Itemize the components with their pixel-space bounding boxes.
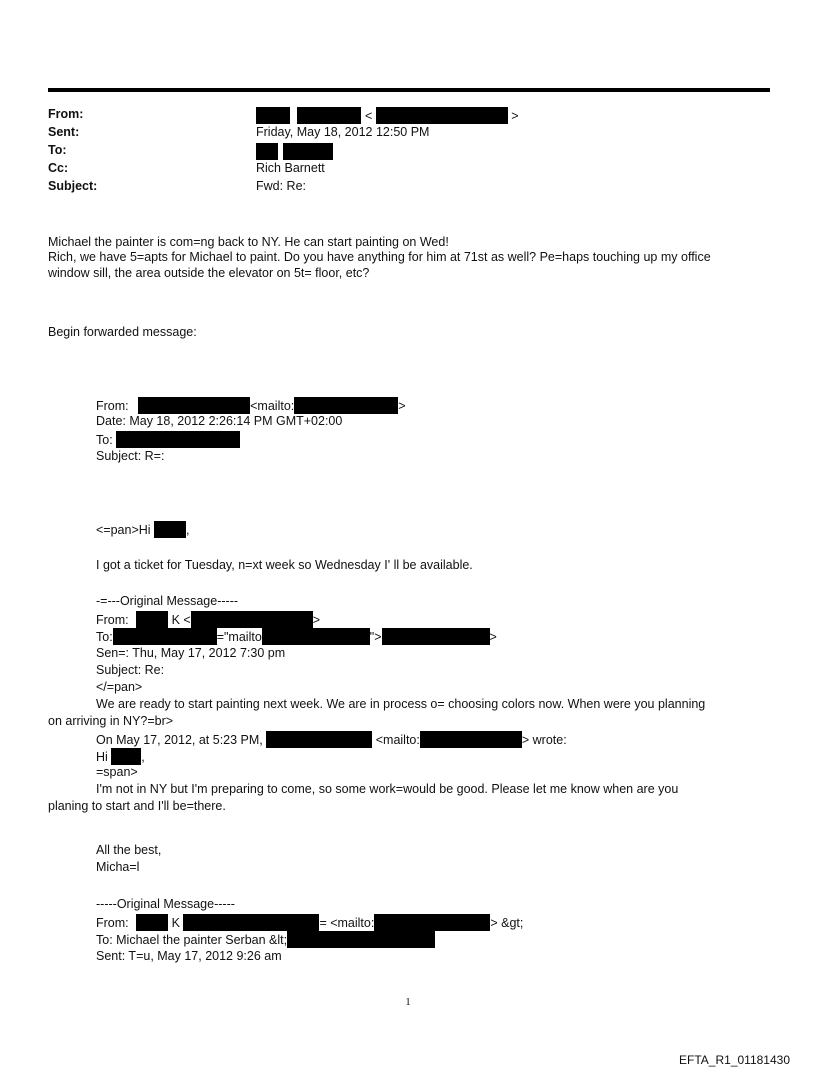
page-number: 1 xyxy=(405,996,411,1008)
original-message-2 xyxy=(48,897,816,966)
orig-subject-line: Subject: Re: xyxy=(96,662,165,677)
redaction-box xyxy=(116,431,240,448)
fwd-from-label: From: xyxy=(96,399,129,413)
orig-to-label: To: xyxy=(96,630,113,645)
orig-to-mailto: ="mailto xyxy=(216,630,262,645)
email-header xyxy=(48,107,770,197)
redaction-box xyxy=(287,931,435,948)
on-date-mailto: <mailto: xyxy=(375,732,420,747)
greeting-prefix: <=pan>Hi xyxy=(96,523,151,537)
hi2-prefix: Hi xyxy=(96,749,108,764)
redaction-box xyxy=(283,143,333,160)
redaction-box xyxy=(297,107,361,124)
redaction-box xyxy=(262,628,370,645)
orig-from-close: > xyxy=(312,613,321,627)
sent-label: Sent: xyxy=(48,125,80,139)
redaction-box xyxy=(382,628,490,645)
orig-from-label: From: xyxy=(96,613,129,627)
fwd-from-close: > xyxy=(398,399,406,413)
orig2-to-line xyxy=(96,931,816,948)
fwd-to-label: To: xyxy=(96,433,113,448)
ready-line-wrap: on arriving in NY?=br> xyxy=(48,713,174,728)
orig2-from-gt: > &gt; xyxy=(490,916,524,930)
not-in-ny-line: I'm not in NY but I'm preparing to come, so some work=would be good. Please let me know when are you xyxy=(96,782,679,796)
cc-row xyxy=(48,161,770,179)
subject-value: Fwd: Re: xyxy=(256,179,307,193)
original-message-1 xyxy=(48,594,770,816)
hi2-suffix: , xyxy=(141,749,145,764)
forwarded-header xyxy=(48,397,816,466)
ready-line: We are ready to start painting next week. We are in process o= choosing colors now. When were you planning xyxy=(96,696,706,711)
redaction-box xyxy=(136,611,168,628)
sent-row xyxy=(48,125,770,143)
redaction-box xyxy=(113,628,217,645)
from-row xyxy=(48,107,770,125)
orig-to-mid: "> xyxy=(369,630,382,645)
redaction-box xyxy=(266,731,372,748)
ticket-line: I got a ticket for Tuesday, n=xt week so Wednesday I' ll be available. xyxy=(96,558,473,572)
begin-forwarded: Begin forwarded message: xyxy=(48,325,197,339)
fwd-date-line: Date: May 18, 2012 2:26:14 PM GMT+02:00 xyxy=(96,414,343,429)
orig2-separator: -----Original Message----- xyxy=(96,897,235,911)
redaction-box xyxy=(420,731,522,748)
redaction-box xyxy=(183,914,319,931)
fwd-subject-line: Subject: R=: xyxy=(96,448,165,463)
from-email-open: < xyxy=(364,109,373,123)
orig-from-k: K < xyxy=(171,613,191,627)
to-label: To: xyxy=(48,143,67,157)
orig2-from-k: K xyxy=(171,916,180,930)
redaction-box xyxy=(111,748,141,765)
orig-sent-line: Sen=: Thu, May 17, 2012 7:30 pm xyxy=(96,645,286,660)
on-date-wrote: > wrote: xyxy=(521,732,567,747)
greeting-suffix: , xyxy=(186,523,190,537)
body-line: window sill, the area outside the elevator on 5t= floor, etc? xyxy=(48,265,370,280)
closing xyxy=(48,843,816,877)
fwd-from-mailto: <mailto: xyxy=(250,399,295,413)
from-value xyxy=(256,107,519,124)
orig-to-close: > xyxy=(489,630,497,645)
subject-row xyxy=(48,179,770,197)
orig2-from-label: From: xyxy=(96,916,129,930)
fwd-from-line xyxy=(96,397,816,414)
document-id: EFTA_R1_01181430 xyxy=(679,1053,790,1067)
on-date-prefix: On May 17, 2012, at 5:23 PM, xyxy=(96,732,263,747)
fwd-to-line xyxy=(96,431,816,448)
body-line: Rich, we have 5=apts for Michael to paint. Do you have anything for him at 71st as well? Pe=haps touching up my office xyxy=(48,250,711,265)
orig-from-line xyxy=(48,611,770,628)
not-in-ny-wrap: planing to start and I'll be=there. xyxy=(48,799,226,813)
to-value xyxy=(256,143,333,160)
orig-to-line xyxy=(48,628,770,645)
signature-line: Micha=l xyxy=(96,860,140,874)
orig2-from-line xyxy=(96,914,816,931)
on-date-line xyxy=(48,731,770,748)
hi2-line xyxy=(48,748,770,765)
sent-value: Friday, May 18, 2012 12:50 PM xyxy=(256,125,430,139)
from-label: From: xyxy=(48,107,84,121)
orig2-from-mailto: = <mailto: xyxy=(319,916,375,930)
redaction-box xyxy=(294,397,398,414)
redaction-box xyxy=(191,611,313,628)
body-line: Michael the painter is com=ng back to NY. He can start painting on Wed! xyxy=(48,235,449,249)
orig2-sent-line: Sent: T=u, May 17, 2012 9:26 am xyxy=(96,948,282,963)
redaction-box xyxy=(256,107,290,124)
greeting-line xyxy=(48,521,816,538)
all-best-line: All the best, xyxy=(96,843,162,857)
orig-msg-separator: -=---Original Message----- xyxy=(96,594,239,608)
orig2-to-text: To: Michael the painter Serban &lt; xyxy=(96,933,288,948)
email-body xyxy=(48,235,770,281)
redaction-box xyxy=(138,397,250,414)
header-rule xyxy=(48,88,770,92)
span-eq-line: =span> xyxy=(96,765,138,779)
span-close-line: </=pan> xyxy=(96,679,143,694)
redaction-box xyxy=(376,107,508,124)
from-email-close: > xyxy=(511,109,519,123)
to-row xyxy=(48,143,770,161)
redaction-box xyxy=(374,914,490,931)
redaction-box xyxy=(136,914,168,931)
cc-label: Cc: xyxy=(48,161,69,175)
subject-label: Subject: xyxy=(48,179,98,193)
redaction-box xyxy=(154,521,186,538)
cc-value: Rich Barnett xyxy=(256,161,325,175)
redaction-box xyxy=(256,143,278,160)
